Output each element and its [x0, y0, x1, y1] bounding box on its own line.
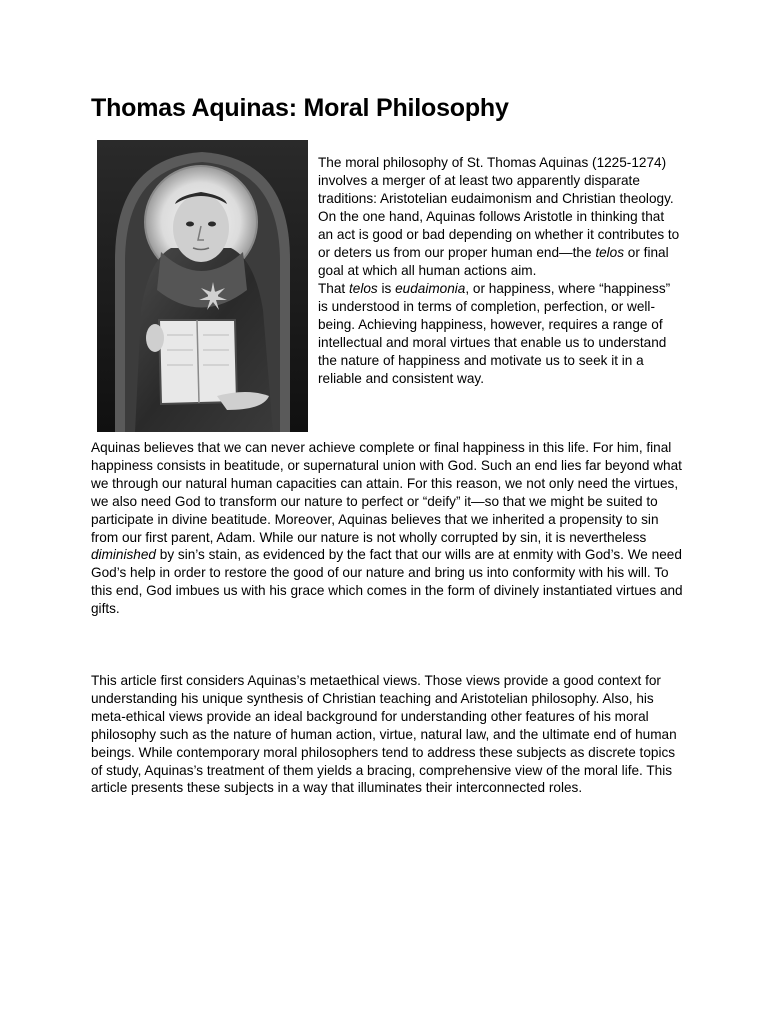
open-book-icon: [159, 320, 237, 404]
paragraph-2-italic-telos: telos: [348, 281, 378, 296]
paragraph-2-text-mid: is: [377, 281, 396, 296]
paragraph-3-text: Aquinas believes that we can never achieve complete or final happiness in this life. For him, final happiness consists in beatitude, or supernatural union with God. Such an end lies far beyond what we through our natural human capacities can attain. For this reason, we not only need the virtues, we also need God to transform our nature to perfect or “deify” it—so that we might be suited to participate in divine beatitude. Moreover, Aquinas believes that we inherited a propensity to sin from our first parent, Adam. While our nature is not wholly corrupted by sin, it is nevertheless: [91, 440, 682, 545]
paragraph-2: [318, 280, 680, 388]
left-eye: [186, 222, 194, 227]
aquinas-portrait-image: [97, 140, 308, 432]
paragraph-1-italic: telos: [595, 245, 625, 260]
paragraph-2-text-end: , or happiness, where “happiness” is understood in terms of completion, perfection, or well-being. Achieving happiness, however, requires a range of intellectual and moral virtues that enable us to understand the nature of happiness and motivate us to seek it in a reliable and consistent way.: [318, 281, 671, 386]
document-title: Thomas Aquinas: Moral Philosophy: [91, 94, 509, 122]
paragraph-3: [91, 439, 683, 618]
paragraph-2-italic-eudaimonia: eudaimonia: [395, 281, 466, 296]
portrait-drawing: [97, 140, 308, 432]
right-eye: [208, 222, 216, 227]
intro-text-column: [318, 154, 680, 388]
paragraph-4: This article first considers Aquinas’s metaethical views. Those views provide a good context for understanding his unique synthesis of Christian teaching and Aristotelian philosophy. Also, his meta-ethical views provide an ideal background for understanding other features of his moral philosophy such as the nature of human action, virtue, natural law, and the ultimate end of human beings. While contemporary moral philosophers tend to address these subjects as discrete topics of study, Aquinas’s treatment of them yields a bracing, comprehensive view of the moral life. This article presents these subjects in a way that illuminates their interconnected roles.: [91, 673, 677, 796]
paragraph-1: [318, 154, 680, 280]
paragraph-3-text-end: by sin’s stain, as evidenced by the fact that our wills are at enmity with God’s. We need God’s help in order to restore the good of our nature and bring us into conformity with his will. To this end, God imbues us with his grace which comes in the form of divinely instantiated virtues and gifts.: [91, 547, 683, 617]
paragraph-1-text: The moral philosophy of St. Thomas Aquinas (1225-1274) involves a merger of at least two apparently disparate traditions: Aristotelian eudaimonism and Christian theology. On the one hand, Aquinas follows Aristotle in thinking that an act is good or bad depending on whether it contributes to or deters us from our proper human end—the: [318, 155, 680, 260]
paragraph-3-block: [91, 439, 683, 618]
paragraph-2-text-start: That: [318, 281, 349, 296]
paragraph-4-block: [91, 672, 683, 797]
left-hand: [146, 324, 164, 352]
paragraph-3-italic: diminished: [91, 547, 156, 563]
paragraph-1-text-end: or final goal at which all human actions aim.: [318, 245, 669, 278]
